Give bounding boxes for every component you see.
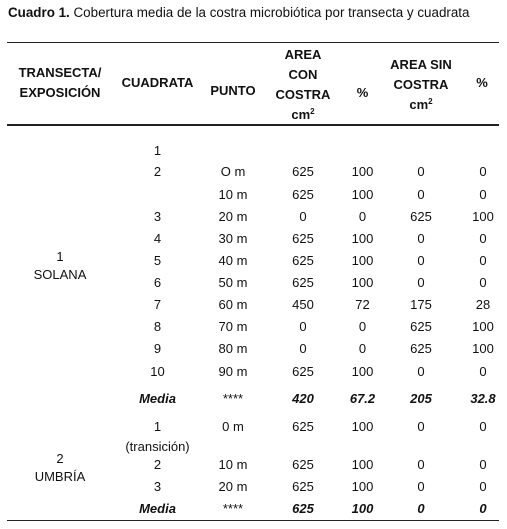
cell-punto: O m — [220, 164, 246, 179]
cell-pct1: 72 — [355, 297, 370, 312]
cell-area-con: 625 — [292, 253, 314, 268]
cell-area-sin: 625 — [410, 209, 432, 224]
header-transecta-line1: TRANSECTA/ — [18, 65, 102, 80]
group-label-umbria — [10, 450, 110, 486]
header-area-con-line2: CON — [288, 67, 318, 82]
header-area-con-line3: COSTRA — [275, 87, 331, 102]
cell-pct1: 100 — [351, 275, 374, 290]
cell-area-sin: 625 — [410, 341, 432, 356]
cell-cuadrata: Media — [139, 391, 176, 406]
cell-pct2: 28 — [475, 297, 491, 312]
cell-cuadrata: 10 — [150, 364, 165, 379]
cell-area-sin: 0 — [417, 419, 425, 434]
cell-pct2: 100 — [472, 319, 494, 334]
cell-punto: **** — [222, 501, 244, 516]
header-area-sin — [380, 55, 462, 115]
cell-pct1: 100 — [351, 457, 374, 472]
cell-area-con: 625 — [292, 187, 314, 202]
header-area-con-line1: AREA — [284, 47, 322, 62]
cell-cuadrata: 3 — [153, 209, 162, 224]
cell-pct1: 100 — [351, 187, 374, 202]
cell-pct1: 0 — [358, 319, 367, 334]
cell-cuadrata: 4 — [153, 231, 162, 246]
cell-cuadrata: 6 — [153, 275, 162, 290]
cell-pct1: 0 — [358, 209, 367, 224]
cell-area-sin: 0 — [417, 457, 425, 472]
cell-area-con: 625 — [292, 419, 314, 434]
caption-text: Cobertura media de la costra microbiótica por transecta y cuadrata — [73, 5, 470, 20]
caption-number: Cuadro 1. — [8, 5, 70, 20]
cell-area-con: 625 — [292, 364, 314, 379]
cell-cuadrata-sub: (transición) — [125, 439, 190, 454]
cell-area-sin: 0 — [417, 187, 425, 202]
cell-pct1: 67.2 — [349, 391, 376, 406]
cell-pct2: 32.8 — [470, 391, 496, 406]
cell-area-sin: 0 — [417, 253, 425, 268]
group-name: UMBRÍA — [34, 469, 86, 484]
cell-pct2: 0 — [479, 479, 487, 494]
cell-punto: 20 m — [218, 209, 248, 224]
cell-area-sin: 625 — [410, 319, 432, 334]
header-punto: PUNTO — [210, 83, 256, 98]
cell-area-sin: 205 — [410, 391, 432, 406]
header-rule — [7, 124, 499, 126]
cell-area-sin: 0 — [417, 364, 425, 379]
cell-area-con: 625 — [292, 501, 314, 516]
cell-cuadrata: Media — [139, 501, 176, 516]
cell-cuadrata: 5 — [153, 253, 162, 268]
cell-area-con: 450 — [292, 297, 314, 312]
cell-cuadrata: 9 — [153, 341, 162, 356]
cell-area-sin: 175 — [410, 297, 432, 312]
header-area-con — [268, 45, 338, 125]
header-area-con-unit: $cm^2$ — [291, 107, 315, 122]
cell-area-con: 625 — [292, 457, 314, 472]
cell-pct2: 100 — [472, 209, 494, 224]
cell-area-sin: 0 — [417, 275, 425, 290]
cell-punto: 10 m — [218, 187, 248, 202]
cell-pct1: 100 — [351, 364, 374, 379]
header-pct2: % — [476, 75, 488, 90]
header-transecta — [10, 63, 110, 103]
cell-area-sin: 0 — [417, 231, 425, 246]
group-number: 2 — [56, 451, 64, 466]
table-caption — [8, 5, 469, 20]
header-transecta-line2: EXPOSICIÓN — [19, 85, 101, 100]
cell-pct1: 0 — [358, 341, 367, 356]
cell-pct2: 0 — [479, 275, 487, 290]
cell-area-con: 420 — [292, 391, 314, 406]
cell-pct2: 100 — [472, 341, 494, 356]
cell-cuadrata: 7 — [153, 297, 162, 312]
cell-punto: **** — [222, 391, 244, 406]
group-name: SOLANA — [33, 267, 87, 282]
bottom-rule — [7, 520, 499, 521]
cell-pct2: 0 — [479, 364, 487, 379]
cell-area-con: 625 — [292, 164, 314, 179]
cell-pct1: 100 — [351, 419, 374, 434]
cell-area-con: 625 — [292, 479, 314, 494]
cell-pct1: 100 — [351, 479, 374, 494]
cell-pct1: 100 — [351, 164, 374, 179]
header-cuadrata: CUADRATA — [121, 75, 194, 90]
cell-pct2: 0 — [479, 419, 487, 434]
cell-pct1: 100 — [351, 501, 374, 516]
cell-punto: 10 m — [218, 457, 248, 472]
cell-area-sin: 0 — [417, 164, 425, 179]
cell-pct2: 0 — [479, 253, 487, 268]
cell-punto: 90 m — [218, 364, 248, 379]
cell-area-con: 625 — [292, 231, 314, 246]
header-pct1: % — [356, 85, 369, 100]
cell-pct2: 0 — [479, 187, 487, 202]
cell-pct1: 100 — [351, 231, 374, 246]
cell-cuadrata: 2 — [153, 457, 162, 472]
cell-pct2: 0 — [479, 164, 487, 179]
cell-cuadrata: 1 — [153, 143, 162, 158]
cell-area-con: 625 — [292, 275, 314, 290]
header-area-sin-line1: AREA SIN — [390, 57, 452, 72]
cell-area-sin: 0 — [417, 501, 425, 516]
cell-punto: 80 m — [218, 341, 248, 356]
cell-cuadrata: 1 — [153, 419, 162, 434]
cell-area-con: 0 — [299, 319, 307, 334]
cell-pct2: 0 — [479, 231, 487, 246]
cell-punto: 0 m — [222, 419, 244, 434]
header-area-sin-line2: COSTRA — [393, 77, 449, 92]
cell-pct2: 0 — [479, 457, 487, 472]
group-label-solana — [10, 248, 110, 284]
cell-area-con: 0 — [299, 209, 307, 224]
cell-pct2: 0 — [479, 501, 487, 516]
cell-punto: 20 m — [218, 479, 248, 494]
cell-punto: 70 m — [218, 319, 248, 334]
cell-cuadrata: 2 — [153, 164, 162, 179]
group-number: 1 — [56, 249, 64, 264]
cell-punto: 30 m — [218, 231, 248, 246]
cell-pct1: 100 — [351, 253, 374, 268]
cell-cuadrata: 3 — [153, 479, 162, 494]
cell-punto: 40 m — [218, 253, 248, 268]
header-area-sin-unit: $cm^2$ — [409, 97, 433, 112]
cell-cuadrata: 8 — [153, 319, 162, 334]
top-rule — [7, 42, 499, 43]
cell-area-sin: 0 — [417, 479, 425, 494]
cell-area-con: 0 — [299, 341, 307, 356]
cell-punto: 50 m — [218, 275, 248, 290]
cell-punto: 60 m — [218, 297, 248, 312]
